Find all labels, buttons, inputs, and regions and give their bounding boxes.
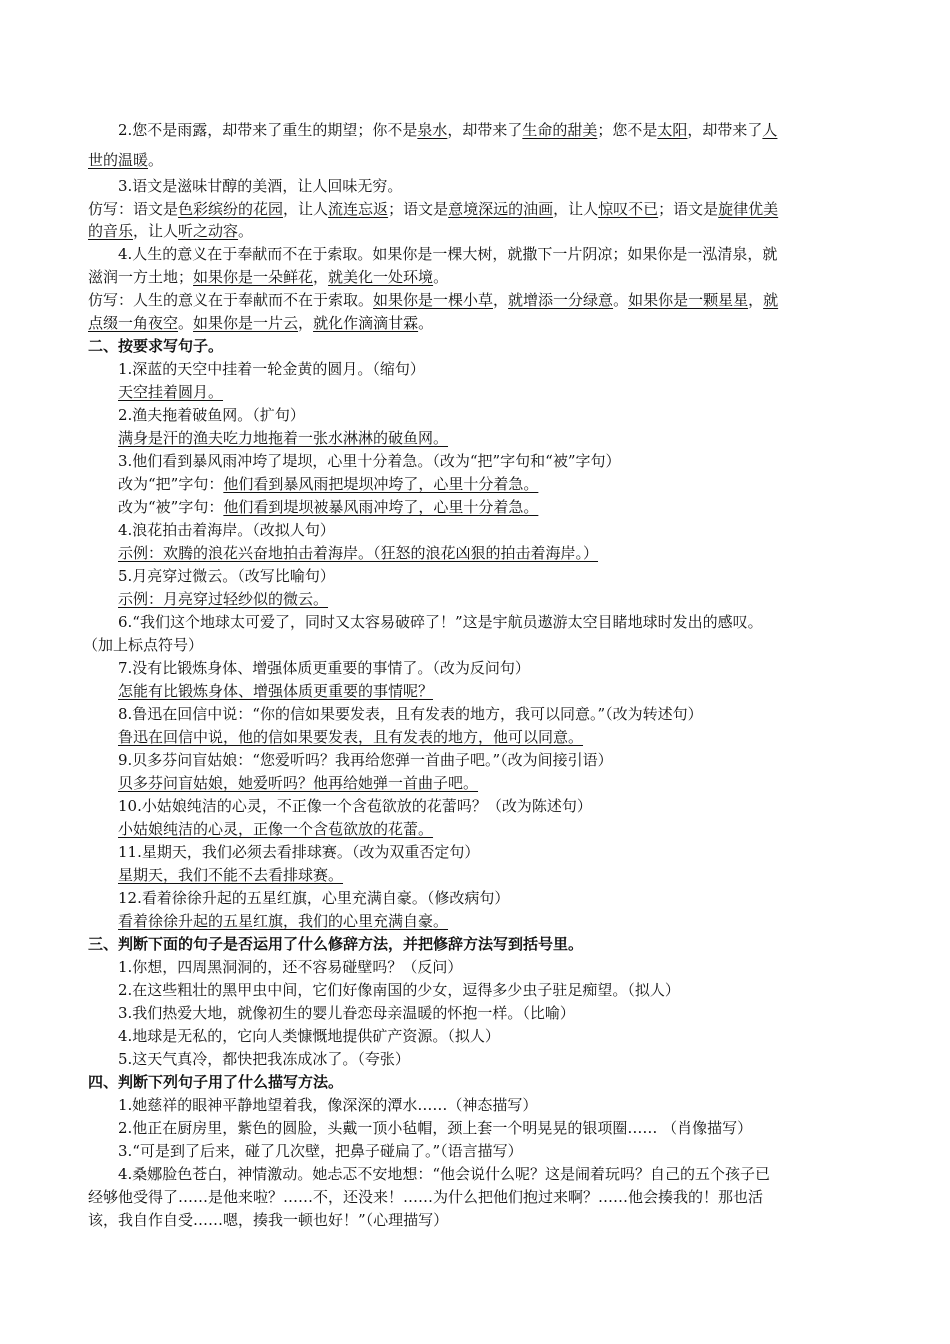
item-2-line-1 [118, 120, 777, 140]
description-item-4-line-2: 经够他受得了……是他来啦？……不，还没来！……为什么把他们抱过来啊？……他会揍我的！那也活 [88, 1188, 764, 1206]
answer-blank: 如果你是一棵小草 [373, 291, 494, 309]
answer-blank: 太阳 [657, 121, 688, 139]
answer-2-2 [118, 428, 448, 448]
text: ， [313, 268, 329, 286]
description-item-4-line-1: 4.桑娜脸色苍白，神情激动。她忐忑不安地想：“他会说什么呢？这是闹着玩吗？自己的五个孩子已 [118, 1165, 770, 1183]
text: 。 [613, 291, 629, 309]
text: 。 [178, 314, 194, 332]
question-2-9: 9.贝多芬问盲姑娘：“您爱听吗？我再给您弹一首曲子吧。”（改为间接引语） [118, 751, 613, 769]
text: 。 [418, 314, 434, 332]
rhetoric-item-5: 5.这天气真冷，都快把我冻成冰了。（夸张） [118, 1050, 410, 1068]
answer-text: 示例：欢腾的浪花兴奋地拍击着海岸。（狂怒的浪花凶狠的拍击着海岸。） [118, 544, 599, 562]
text: ；您不是 [597, 121, 658, 139]
item-3-imitation-line-1 [88, 199, 778, 219]
question-2-11: 11.星期天，我们必须去看排球赛。（改为双重否定句） [118, 843, 480, 861]
answer-blank: 流连忘返 [328, 200, 389, 218]
description-item-3: 3.“可是到了后来，碰了几次壁，把鼻子碰扁了。”（语言描写） [118, 1142, 523, 1160]
answer-blank: 就 [763, 291, 779, 309]
text: 仿写：语文是 [88, 200, 179, 218]
answer-label: 改为“把”字句： [118, 475, 224, 493]
section-4-heading: 四、判断下列句子用了什么描写方法。 [88, 1073, 344, 1091]
text: ，让人 [133, 222, 179, 240]
question-2-5: 5.月亮穿过微云。（改写比喻句） [118, 567, 335, 585]
answer-blank: 如果你是一颗星星 [628, 291, 749, 309]
question-2-6: 6.“我们这个地球太可爱了，同时又太容易破碎了！”这是宇航员遨游太空目睹地球时发出的感叹。 [118, 613, 763, 631]
answer-blank: 点缀一角夜空 [88, 314, 179, 332]
item-4-imitation-line-1 [88, 290, 778, 310]
answer-text: 满身是汗的渔夫吃力地拖着一张水淋淋的破鱼网。 [118, 429, 449, 447]
section-3-heading: 三、判断下面的句子是否运用了什么修辞方法，并把修辞方法写到括号里。 [88, 935, 584, 953]
answer-blank: 意境深远的油画 [448, 200, 554, 218]
question-2-12: 12.看着徐徐升起的五星红旗，心里充满自豪。（修改病句） [118, 889, 510, 907]
answer-text: 小姑娘纯洁的心灵，正像一个含苞欲放的花蕾。 [118, 820, 434, 838]
answer-text: 他们看到暴风雨把堤坝冲垮了，心里十分着急。 [223, 475, 539, 493]
answer-text: 星期天，我们不能不去看排球赛。 [118, 866, 344, 884]
answer-blank: 人 [762, 121, 778, 139]
item-4-imitation-line-2 [88, 313, 433, 333]
text: ，让人 [283, 200, 329, 218]
answer-blank: 泉水 [417, 121, 448, 139]
item-4-line-2 [88, 267, 448, 287]
text: 2.您不是雨露，却带来了重生的期望；你不是 [118, 121, 418, 139]
answer-blank: 生命的甜美 [522, 121, 598, 139]
answer-text: 示例：月亮穿过轻纱似的微云。 [118, 590, 329, 608]
rhetoric-item-4: 4.地球是无私的，它向人类慷慨地提供矿产资源。（拟人） [118, 1027, 500, 1045]
rhetoric-item-3: 3.我们热爱大地，就像初生的婴儿眷恋母亲温暖的怀抱一样。（比喻） [118, 1004, 575, 1022]
question-2-2: 2.渔夫拖着破鱼网。（扩句） [118, 406, 305, 424]
question-2-7: 7.没有比锻炼身体、增强体质更重要的事情了。（改为反问句） [118, 659, 530, 677]
section-2-heading: 二、按要求写句子。 [88, 337, 224, 355]
question-2-1: 1.深蓝的天空中挂着一轮金黄的圆月。（缩句） [118, 360, 425, 378]
rhetoric-item-1: 1.你想，四周黑洞洞的，还不容易碰壁吗？（反问） [118, 958, 463, 976]
item-3 [118, 176, 402, 196]
text: ；语文是 [658, 200, 719, 218]
answer-blank: 就增添一分绿意 [508, 291, 614, 309]
answer-blank: 的音乐 [88, 222, 134, 240]
text: ；语文是 [388, 200, 449, 218]
answer-2-9 [118, 773, 478, 793]
description-item-4-line-3: 该，我自作自受……嗯，揍我一顿也好！”（心理描写） [88, 1211, 449, 1229]
item-4-line-1 [118, 244, 777, 264]
answer-2-4 [118, 543, 598, 563]
answer-blank: 惊叹不已 [598, 200, 659, 218]
item-3-imitation-line-2 [88, 221, 253, 241]
answer-blank: 就美化一处环境 [328, 268, 434, 286]
answer-2-1 [118, 382, 223, 402]
answer-text: 天空挂着圆月。 [118, 383, 224, 401]
question-2-10: 10.小姑娘纯洁的心灵，不正像一个含苞欲放的花蕾吗？（改为陈述句） [118, 797, 592, 815]
answer-blank: 就化作滴滴甘霖 [313, 314, 419, 332]
text: ，却带来了 [687, 121, 763, 139]
answer-blank: 世的温暖 [88, 151, 149, 169]
answer-2-8 [118, 727, 583, 747]
text: 。 [238, 222, 254, 240]
text: ， [748, 291, 764, 309]
text: 仿写：人生的意义在于奉献而不在于索取。 [88, 291, 374, 309]
text: 。 [433, 268, 449, 286]
item-2-line-2 [88, 150, 163, 170]
text: 。 [148, 151, 164, 169]
answer-label: 改为“被”字句： [118, 498, 224, 516]
description-item-1: 1.她慈祥的眼神平静地望着我，像深深的潭水……（神态描写） [118, 1096, 538, 1114]
text: ，却带来了 [447, 121, 523, 139]
answer-blank: 如果你是一片云 [193, 314, 299, 332]
answer-blank: 听之动容 [178, 222, 239, 240]
question-2-6-note: （加上标点符号） [83, 636, 204, 654]
text: ， [298, 314, 314, 332]
answer-2-3a [118, 474, 538, 494]
answer-blank: 如果你是一朵鲜花 [193, 268, 314, 286]
answer-text: 看着徐徐升起的五星红旗，我们的心里充满自豪。 [118, 912, 449, 930]
answer-2-12 [118, 911, 448, 931]
text: ，让人 [553, 200, 599, 218]
answer-text: 怎能有比锻炼身体、增强体质更重要的事情呢？ [118, 682, 434, 700]
question-2-8: 8.鲁迅在回信中说：“你的信如果要发表，且有发表的地方，我可以同意。”（改为转述句） [118, 705, 703, 723]
rhetoric-item-2: 2.在这些粗壮的黑甲虫中间，它们好像南国的少女，逗得多少虫子驻足痴望。（拟人） [118, 981, 680, 999]
answer-2-11 [118, 865, 343, 885]
answer-blank: 色彩缤纷的花园 [178, 200, 284, 218]
question-2-3: 3.他们看到暴风雨冲垮了堤坝，心里十分着急。（改为“把”字句和“被”字句） [118, 452, 621, 470]
text: 4.人生的意义在于奉献而不在于索取。如果你是一棵大树，就撒下一片阴凉；如果你是一泓清泉，就 [118, 245, 778, 263]
answer-2-3b [118, 497, 538, 517]
answer-2-10 [118, 819, 433, 839]
text: 3.语文是滋味甘醇的美酒，让人回味无穷。 [118, 177, 403, 195]
text: ， [493, 291, 509, 309]
answer-text: 鲁迅在回信中说，他的信如果要发表，且有发表的地方，他可以同意。 [118, 728, 584, 746]
description-item-2: 2.他正在厨房里，紫色的圆脸，头戴一顶小毡帽，颈上套一个明晃晃的银项圈…… （肖像描写） [118, 1119, 753, 1137]
answer-text: 他们看到堤坝被暴风雨冲垮了，心里十分着急。 [223, 498, 539, 516]
answer-text: 贝多芬问盲姑娘，她爱听吗？他再给她弹一首曲子吧。 [118, 774, 479, 792]
answer-blank: 旋律优美 [718, 200, 779, 218]
answer-2-7 [118, 681, 433, 701]
text: 滋润一方土地； [88, 268, 194, 286]
question-2-4: 4.浪花拍击着海岸。（改拟人句） [118, 521, 335, 539]
answer-2-5 [118, 589, 328, 609]
